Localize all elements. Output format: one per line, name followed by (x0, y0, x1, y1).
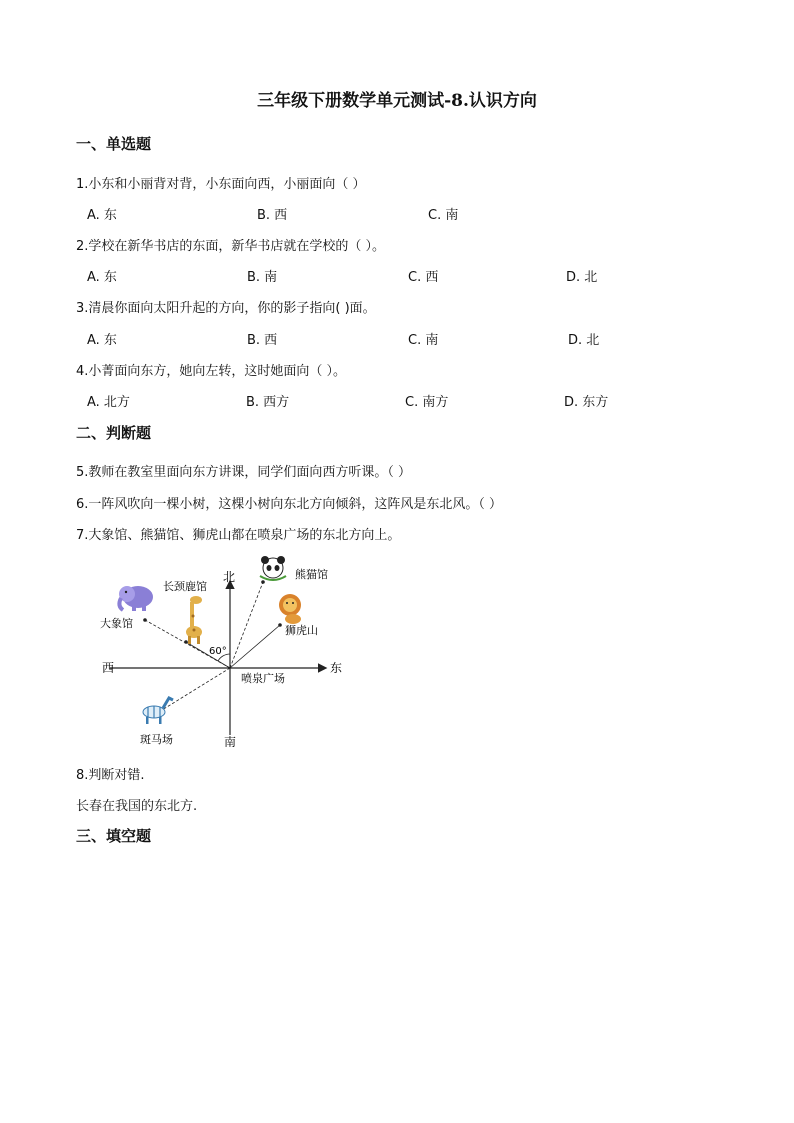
lion-point (278, 623, 282, 627)
q3-option-b: B. 西 (247, 333, 278, 348)
label-zebra: 斑马场 (140, 733, 173, 746)
q3-option-d: D. 北 (568, 333, 600, 348)
label-north: 北 (223, 570, 236, 584)
q1-option-c: C. 南 (428, 208, 459, 223)
label-south: 南 (224, 735, 237, 749)
question-8: 8.判断对错. (76, 768, 145, 783)
label-west: 西 (102, 661, 115, 675)
question-6: 6.一阵风吹向一棵小树，这棵小树向东北方向倾斜，这阵风是东北风。（ ） (76, 497, 503, 512)
question-8-statement: 长春在我国的东北方. (76, 799, 198, 814)
zebra-icon (143, 698, 173, 724)
question-4: 4.小菁面向东方，她向左转，这时她面向（ ）。 (76, 364, 347, 379)
q1-option-a: A. 东 (87, 208, 117, 223)
ray-lion (230, 625, 280, 668)
label-east: 东 (330, 661, 343, 675)
q2-option-a: A. 东 (87, 270, 117, 285)
ray-panda (230, 582, 263, 668)
giraffe-icon (186, 596, 202, 644)
q2-option-d: D. 北 (566, 270, 598, 285)
label-giraffe: 长颈鹿馆 (163, 580, 207, 593)
q2-option-c: C. 西 (408, 270, 439, 285)
label-angle: 60° (209, 646, 227, 657)
section-heading-fill-blank: 三、填空题 (76, 827, 152, 845)
q4-option-a: A. 北方 (87, 395, 130, 410)
q4-option-b: B. 西方 (246, 395, 290, 410)
q3-option-c: C. 南 (408, 333, 439, 348)
lion-icon (279, 594, 301, 624)
direction-diagram (90, 550, 360, 755)
q1-option-b: B. 西 (257, 208, 288, 223)
label-elephant: 大象馆 (100, 617, 133, 630)
elephant-icon (119, 586, 153, 611)
label-panda: 熊猫馆 (295, 568, 328, 581)
question-1: 1.小东和小丽背对背，小东面向西，小丽面向（ ） (76, 177, 366, 192)
elephant-point (143, 618, 147, 622)
label-lion: 狮虎山 (285, 624, 318, 637)
panda-point (261, 580, 265, 584)
question-2: 2.学校在新华书店的东面，新华书店就在学校的（ ）。 (76, 239, 386, 254)
q4-option-d: D. 东方 (564, 395, 609, 410)
panda-icon (260, 556, 286, 580)
label-center: 喷泉广场 (241, 672, 285, 685)
question-7: 7.大象馆、熊猫馆、狮虎山都在喷泉广场的东北方向上。 (76, 528, 401, 543)
giraffe-point (184, 640, 188, 644)
q3-option-a: A. 东 (87, 333, 117, 348)
ray-zebra (162, 668, 230, 710)
question-5: 5.教师在教室里面向东方讲课，同学们面向西方听课。（ ） (76, 465, 412, 480)
page-title: 三年级下册数学单元测试-8.认识方向 (257, 91, 537, 111)
question-3: 3.清晨你面向太阳升起的方向，你的影子指向( )面。 (76, 301, 376, 316)
section-heading-single-choice: 一、单选题 (76, 135, 152, 153)
q4-option-c: C. 南方 (405, 395, 449, 410)
q2-option-b: B. 南 (247, 270, 278, 285)
section-heading-true-false: 二、判断题 (76, 424, 152, 442)
